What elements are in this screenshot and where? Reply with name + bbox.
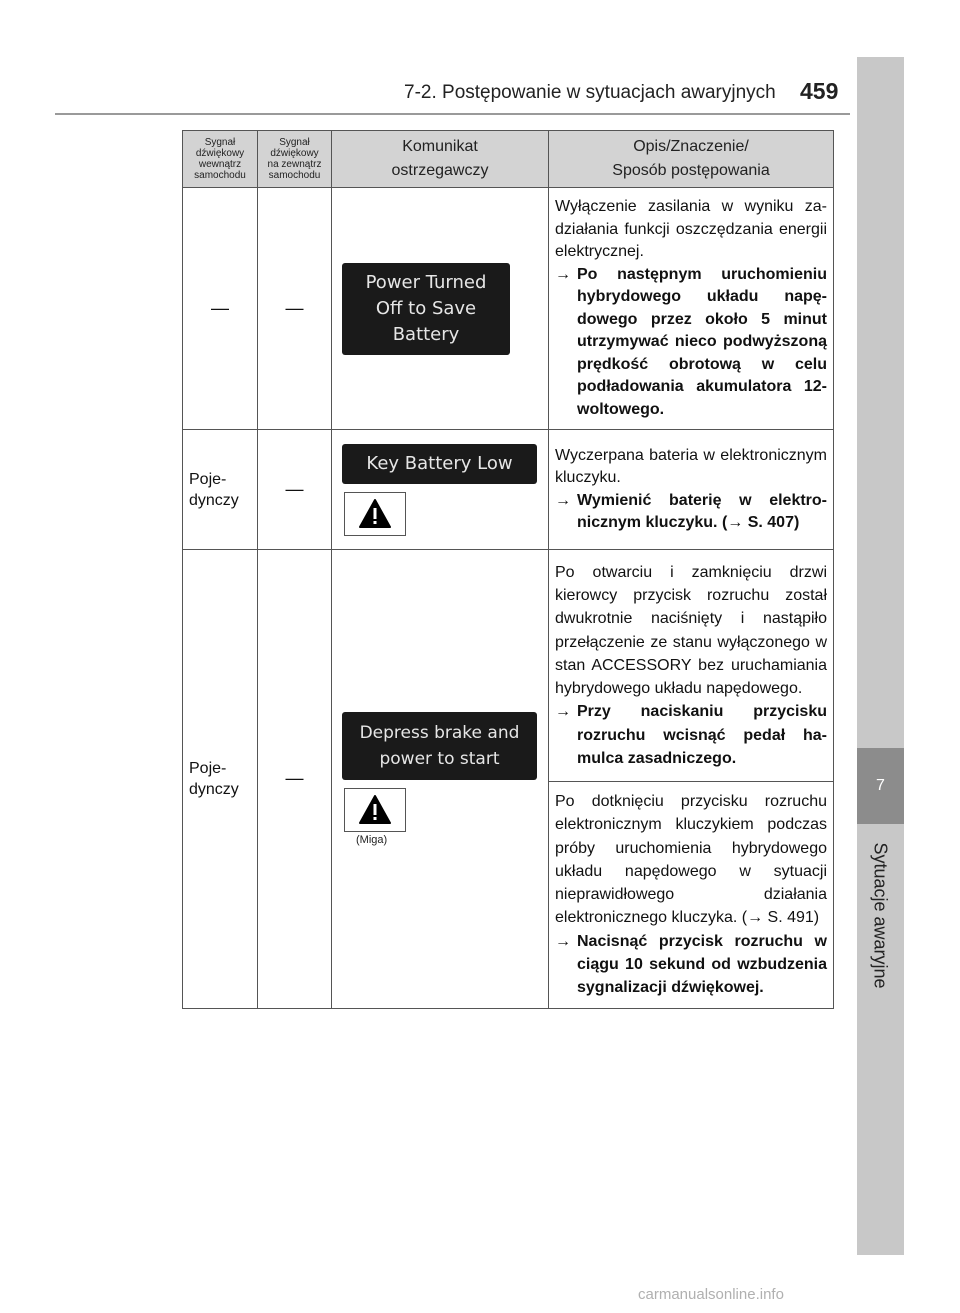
- header-warning-message: [332, 131, 549, 188]
- message-line: Off to Save: [375, 297, 477, 319]
- warning-triangle-icon: [358, 498, 392, 530]
- description-text: Wyczerpana bateria w elektronicznym kluczyku.: [555, 446, 827, 486]
- header-text: Opis/Znaczenie/: [633, 138, 749, 155]
- warning-messages-table: [182, 130, 834, 1009]
- inside-buzzer-cell: —: [183, 188, 258, 430]
- side-chapter-label: Sytuacje awaryjne: [871, 841, 892, 989]
- description-text: Po otwarciu i zamknięciu drzwi kierowcy przycisk rozruchu został dwukrotnie naciśnięty i nastąpiło przełączenie ze stanu wyłączonego w stan ACCESSORY bez uruchamiania hybrydowego układu napędowego.: [555, 563, 827, 698]
- side-tab: [857, 57, 904, 1255]
- header-text: samochodu: [194, 170, 246, 181]
- description-cell: [549, 430, 834, 550]
- message-display: Key Battery Low: [342, 444, 537, 484]
- description-cell: [549, 188, 834, 430]
- table-row: [183, 188, 834, 430]
- arrow-icon: →: [555, 491, 571, 509]
- inside-buzzer-cell: Poje- dynczy: [183, 430, 258, 550]
- warning-indicator: [344, 788, 406, 832]
- action-text: Przy naciskaniu przycisku rozruchu wcisnąć pedał hamulca zasadniczego.: [577, 703, 827, 768]
- side-chapter-number: 7: [857, 748, 904, 824]
- action-text: Po następnym uruchomieniu hybrydowego układu napędowego przez około 5 minut utrzymywać nieco podwyższoną prędkość obrotową w celu podładowania akumulatora 12-woltowego.: [577, 265, 827, 418]
- action-text: Wymienić baterię w elektronicznym kluczyku. (→ S. 407): [577, 491, 827, 531]
- warning-triangle-icon: [358, 794, 392, 826]
- action-text: Nacisnąć przycisk rozruchu w ciągu 10 sekund od wzbudzenia sygnalizacji dźwiękowej.: [577, 932, 827, 997]
- header-inside-buzzer: [183, 131, 258, 188]
- header-text: na zewnątrz: [267, 159, 322, 170]
- header-text: samochodu: [268, 170, 321, 181]
- message-line: Battery: [392, 323, 460, 345]
- outside-buzzer-cell: —: [258, 430, 332, 550]
- action-item: [555, 700, 827, 770]
- warning-indicator: [344, 492, 406, 536]
- message-line: Depress brake and: [359, 722, 520, 743]
- description-cell: [549, 782, 834, 1009]
- message-display: [342, 712, 537, 780]
- description-text: Po dotknięciu przycisku rozruchu elektronicznym kluczykiem podczas próby uruchomienia hybrydowego układu napędowego w sytuacji nieprawidłowego działania elektronicznego kluczyka. (→ S. 491): [555, 793, 827, 927]
- header-divider: [55, 113, 850, 115]
- header-text: dźwiękowy: [270, 148, 319, 159]
- header-text: Sygnał: [204, 137, 236, 148]
- footer-watermark: carmanualsonline.info: [638, 1286, 784, 1303]
- header-text: Sygnał: [279, 137, 310, 148]
- inside-buzzer-cell: Poje- dynczy: [183, 550, 258, 1009]
- table-row: [183, 430, 834, 550]
- blinking-note: (Miga): [356, 833, 388, 846]
- description-cell: [549, 550, 834, 782]
- arrow-icon: →: [555, 932, 571, 950]
- action-item: [555, 490, 827, 535]
- header-text: Sposób postępowania: [612, 162, 770, 179]
- page-header-title: 7-2. Postępowanie w sytuacjach awaryjnych: [404, 82, 776, 103]
- message-cell: [332, 430, 549, 550]
- message-cell: [332, 188, 549, 430]
- arrow-icon: →: [555, 265, 571, 283]
- header-outside-buzzer: [258, 131, 332, 188]
- action-item: [555, 930, 827, 1000]
- header-text: wewnątrz: [198, 159, 242, 170]
- page-number: 459: [800, 78, 839, 104]
- message-line: Power Turned: [365, 271, 487, 293]
- header-text: ostrzegawczy: [391, 162, 489, 179]
- message-cell: [332, 550, 549, 1009]
- table-row: [183, 550, 834, 782]
- action-item: [555, 264, 827, 422]
- arrow-icon: →: [555, 703, 571, 721]
- header-text: Komunikat: [402, 138, 478, 155]
- outside-buzzer-cell: —: [258, 550, 332, 1009]
- message-line: power to start: [379, 748, 500, 769]
- description-text: Wyłączenie zasilania w wyniku zadziałania funkcji oszczędzania energii elektrycznej.: [555, 198, 827, 260]
- table-header-row: [183, 131, 834, 188]
- side-chapter-label-box: [857, 835, 904, 995]
- header-description: [549, 131, 834, 188]
- outside-buzzer-cell: —: [258, 188, 332, 430]
- header-text: dźwiękowy: [195, 148, 245, 159]
- message-display: [342, 263, 510, 355]
